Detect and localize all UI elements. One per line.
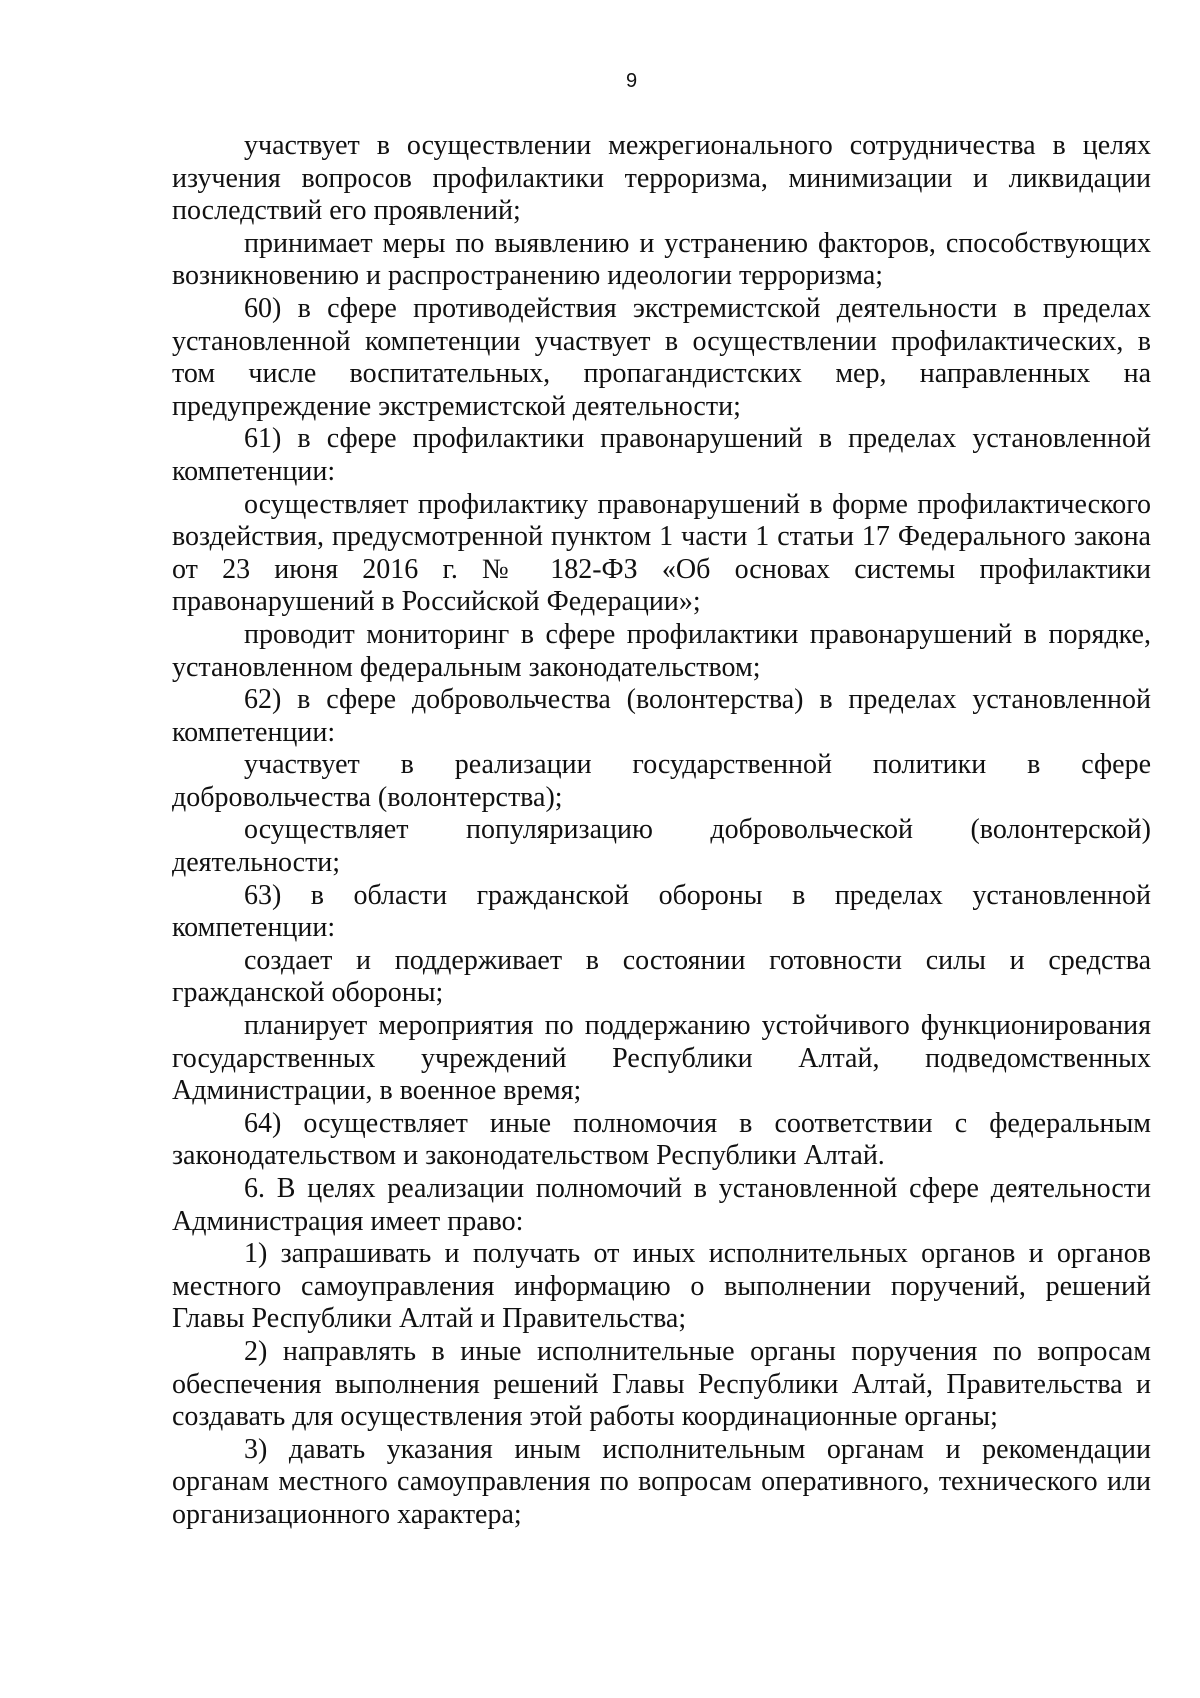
- document-body: [172, 130, 1151, 1532]
- paragraph: осуществляет профилактику правонарушений в форме профилактического воздействия, предусмотренной пунктом 1 части 1 статьи 17 Федерального закона от 23 июня 2016 г. № 182-ФЗ «Об основах системы профилактики правонарушений в Российской Федерации»;: [172, 488, 1151, 618]
- paragraph: 1) запрашивать и получать от иных исполнительных органов и органов местного самоуправления информацию о выполнении поручений, решений Главы Республики Алтай и Правительства;: [172, 1238, 1151, 1335]
- paragraph: 63) в области гражданской обороны в пределах установленной компетенции:: [172, 879, 1151, 944]
- paragraph: осуществляет популяризацию добровольческой (волонтерской) деятельности;: [172, 814, 1151, 879]
- paragraph: планирует мероприятия по поддержанию устойчивого функционирования государственных учреждений Республики Алтай, подведомственных Администрации, в военное время;: [172, 1010, 1151, 1107]
- paragraph: 60) в сфере противодействия экстремистской деятельности в пределах установленной компетенции участвует в осуществлении профилактических, в том числе воспитательных, пропагандистских мер, направленных на предупреждение экстремистской деятельности;: [172, 292, 1151, 422]
- paragraph: 2) направлять в иные исполнительные органы поручения по вопросам обеспечения выполнения решений Главы Республики Алтай, Правительства и создавать для осуществления этой работы координационные органы;: [172, 1335, 1151, 1433]
- paragraph: участвует в реализации государственной политики в сфере добровольчества (волонтерства);: [172, 749, 1151, 813]
- page-number: 9: [625, 70, 638, 92]
- paragraph: участвует в осуществлении межрегионального сотрудничества в целях изучения вопросов профилактики терроризма, минимизации и ликвидации последствий его проявлений;: [172, 130, 1151, 227]
- paragraph: принимает меры по выявлению и устранению факторов, способствующих возникновению и распространению идеологии терроризма;: [172, 227, 1151, 292]
- paragraph: 3) давать указания иным исполнительным органам и рекомендации органам местного самоуправления по вопросам оперативного, технического или организационного характера;: [172, 1433, 1151, 1530]
- paragraph: проводит мониторинг в сфере профилактики правонарушений в порядке, установленном федеральным законодательством;: [172, 618, 1151, 683]
- paragraph: 64) осуществляет иные полномочия в соответствии с федеральным законодательством и законодательством Республики Алтай.: [172, 1107, 1151, 1172]
- paragraph: 61) в сфере профилактики правонарушений в пределах установленной компетенции:: [172, 423, 1151, 487]
- paragraph: 6. В целях реализации полномочий в установленной сфере деятельности Администрация имеет право:: [172, 1173, 1151, 1237]
- paragraph: 62) в сфере добровольчества (волонтерства) в пределах установленной компетенции:: [172, 684, 1151, 748]
- paragraph: создает и поддерживает в состоянии готовности силы и средства гражданской обороны;: [172, 944, 1151, 1009]
